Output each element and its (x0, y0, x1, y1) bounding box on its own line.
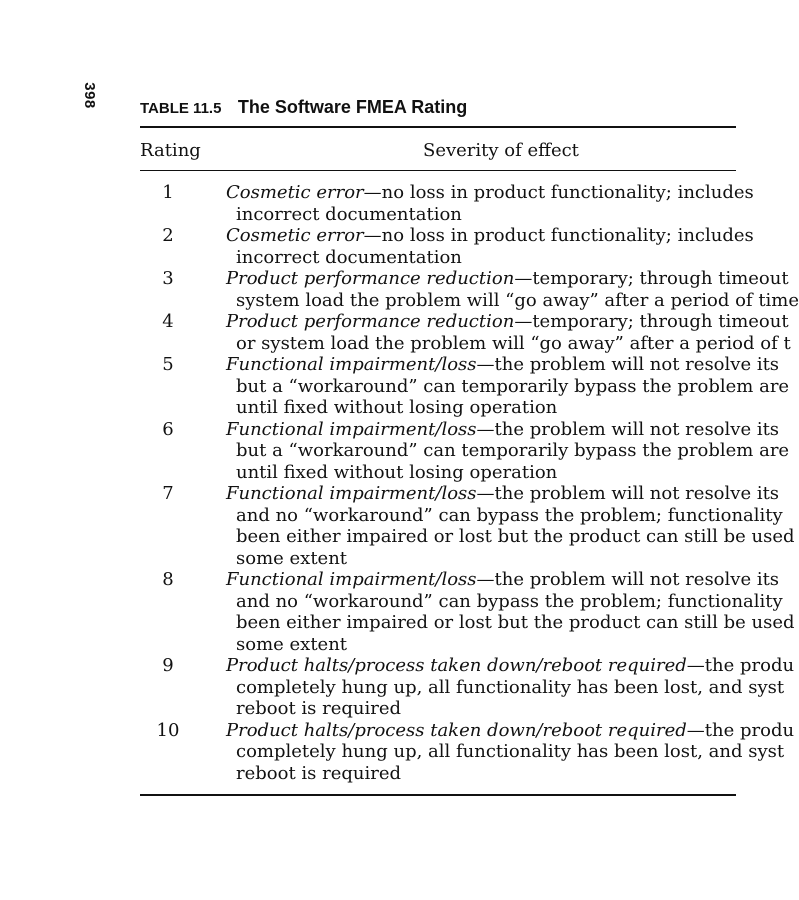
description-line (226, 634, 786, 656)
description-text: until fixed without losing operation (236, 461, 558, 483)
severity-description (226, 719, 795, 785)
table-row (140, 225, 760, 268)
description-line (226, 225, 786, 247)
rating-value: 8 (162, 569, 174, 590)
description-text: but a “workaround” can temporarily bypass the problem are (236, 375, 790, 397)
severity-description (226, 311, 791, 354)
description-text: reboot is required (236, 762, 402, 784)
description-line (226, 548, 786, 570)
severity-description (226, 569, 795, 655)
description-line (226, 289, 799, 312)
description-line (226, 462, 786, 484)
description-line (226, 569, 786, 591)
description-text: but a “workaround” can temporarily bypass the problem are (236, 440, 790, 461)
description-text: some extent (236, 633, 348, 655)
description-line (226, 204, 786, 226)
table-row (140, 268, 799, 311)
severity-term: Product performance reduction (226, 311, 515, 332)
description-line (226, 698, 786, 720)
rating-value: 1 (162, 182, 174, 203)
page-number: 398 (80, 82, 98, 109)
severity-description (226, 354, 790, 419)
description-text: —the produ (686, 655, 795, 676)
description-text: reboot is required (236, 698, 402, 719)
severity-term: Cosmetic error (226, 225, 364, 246)
table-title: The Software FMEA Rating (237, 97, 468, 117)
description-line (226, 375, 790, 398)
description-text: —the problem will not resolve its (476, 354, 780, 375)
table-row (140, 354, 790, 419)
severity-term: Functional impairment/loss (226, 483, 477, 504)
description-text: and no “workaround” can bypass the problem; functionality (236, 590, 783, 612)
rating-value: 5 (162, 354, 174, 375)
rating-value: 10 (156, 719, 180, 741)
table-top-rule (140, 126, 736, 128)
rating-value: 4 (162, 311, 174, 332)
severity-description (226, 655, 795, 720)
table-row (140, 418, 790, 484)
severity-term: Cosmetic error (226, 182, 364, 203)
description-line (226, 440, 790, 462)
description-text: been either impaired or lost but the product can still be used (236, 526, 795, 547)
description-text: —no loss in product functionality; includes (363, 225, 754, 246)
table-caption (140, 97, 467, 118)
description-text: or system load the problem will “go away” after a period of t (236, 332, 791, 354)
table-label: TABLE 11.5 (140, 100, 222, 117)
column-header-rating: Rating (140, 140, 201, 161)
description-line (226, 655, 795, 677)
severity-term: Product halts/process taken down/reboot required (226, 655, 687, 676)
description-line (226, 741, 786, 763)
description-line (226, 354, 786, 376)
description-text: been either impaired or lost but the product can still be used (236, 612, 795, 633)
column-header-severity: Severity of effect (423, 140, 579, 161)
description-line (226, 182, 786, 204)
description-text: —no loss in product functionality; includes (363, 182, 754, 203)
description-line (226, 311, 789, 333)
rating-value: 2 (162, 225, 174, 246)
rating-value: 9 (162, 655, 174, 676)
severity-description (226, 225, 786, 268)
severity-term: Functional impairment/loss (226, 418, 477, 440)
description-text: —temporary; through timeout (514, 311, 789, 332)
table-bottom-rule (140, 794, 736, 796)
description-line (226, 332, 791, 355)
rating-value: 3 (162, 268, 174, 289)
description-text: —temporary; through timeout (514, 268, 789, 289)
description-text: completely hung up, all functionality has been lost, and syst (236, 676, 785, 698)
description-text: —the produ (686, 719, 795, 741)
description-line (226, 763, 786, 785)
description-line (226, 505, 786, 527)
description-text: system load the problem will “go away” after a period of time (236, 289, 799, 311)
description-line (226, 247, 786, 269)
description-line (226, 719, 795, 742)
description-text: until fixed without losing operation (236, 397, 558, 418)
description-line (226, 612, 795, 634)
severity-term: Functional impairment/loss (226, 354, 477, 375)
description-text: incorrect documentation (236, 203, 462, 225)
table-row (140, 655, 795, 720)
severity-term: Product halts/process taken down/reboot required (226, 719, 687, 741)
table-row (140, 719, 795, 785)
description-text: incorrect documentation (236, 246, 462, 268)
description-line (226, 591, 786, 613)
description-text: —the problem will not resolve its (476, 418, 780, 440)
severity-term: Functional impairment/loss (226, 569, 477, 590)
description-line (226, 677, 786, 699)
description-line (226, 397, 786, 419)
severity-description (226, 182, 786, 225)
description-text: and no “workaround” can bypass the problem; functionality (236, 504, 783, 526)
severity-description (226, 268, 799, 311)
description-line (226, 419, 786, 441)
description-text: —the problem will not resolve its (476, 569, 780, 590)
description-text: —the problem will not resolve its (476, 483, 780, 504)
description-line (226, 526, 795, 548)
table-row (140, 483, 795, 569)
description-text: some extent (236, 547, 348, 569)
table-body (140, 182, 799, 784)
table-row (140, 311, 791, 354)
severity-term: Product performance reduction (226, 268, 515, 289)
rating-value: 6 (162, 418, 174, 440)
description-line (226, 268, 789, 290)
severity-description (226, 418, 790, 484)
table-row (140, 182, 760, 225)
description-line (226, 483, 786, 505)
table-row (140, 569, 795, 655)
description-text: completely hung up, all functionality has been lost, and syst (236, 741, 785, 762)
rating-value: 7 (162, 483, 174, 504)
table-header-rule (140, 170, 736, 171)
severity-description (226, 483, 795, 569)
